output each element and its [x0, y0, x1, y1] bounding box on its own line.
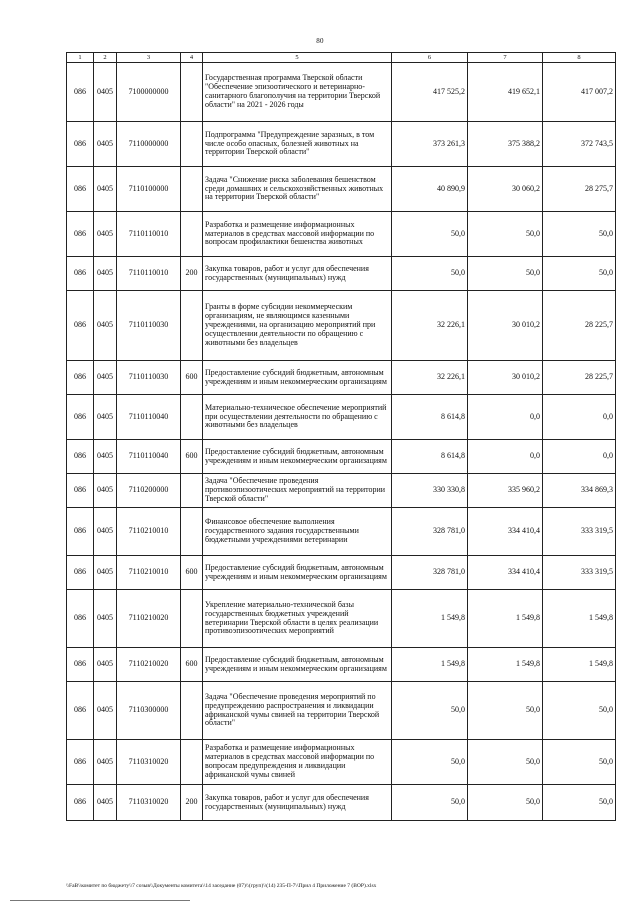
- cell-section: 0405: [94, 740, 117, 785]
- cell-y3: 334 869,3: [543, 474, 616, 508]
- cell-y2: 50,0: [468, 740, 543, 785]
- cell-ministry: 086: [67, 440, 94, 474]
- cell-y2: 30 010,2: [468, 291, 543, 361]
- cell-type: 200: [181, 257, 203, 291]
- budget-table: [66, 52, 616, 821]
- cell-y1: 330 330,8: [392, 474, 468, 508]
- cell-section: 0405: [94, 167, 117, 212]
- cell-name: Предоставление субсидий бюджетным, автономным учреждениям и иным некоммерческим организациям: [203, 648, 392, 682]
- cell-y2: 0,0: [468, 395, 543, 440]
- cell-y2: 50,0: [468, 257, 543, 291]
- cell-ministry: 086: [67, 740, 94, 785]
- cell-target: 7110110010: [117, 212, 181, 257]
- cell-section: 0405: [94, 212, 117, 257]
- cell-y3: 50,0: [543, 257, 616, 291]
- table-row: [67, 63, 616, 122]
- cell-y1: 1 549,8: [392, 648, 468, 682]
- table-row: [67, 212, 616, 257]
- cell-ministry: 086: [67, 63, 94, 122]
- cell-type: [181, 212, 203, 257]
- cell-y3: 333 319,5: [543, 556, 616, 590]
- cell-y2: 375 388,2: [468, 122, 543, 167]
- cell-ministry: 086: [67, 395, 94, 440]
- cell-y1: 1 549,8: [392, 590, 468, 648]
- cell-y2: 0,0: [468, 440, 543, 474]
- cell-ministry: 086: [67, 212, 94, 257]
- page-number: 80: [316, 37, 324, 45]
- cell-y3: 417 007,2: [543, 63, 616, 122]
- cell-y3: 50,0: [543, 212, 616, 257]
- cell-name: Государственная программа Тверской области "Обеспечение эпизоотического и ветеринарно-санитарного благополучия на территории Тверской области" на 2021 - 2026 годы: [203, 63, 392, 122]
- column-header-4: 4: [181, 53, 203, 63]
- cell-target: 7110210010: [117, 508, 181, 556]
- cell-y3: 0,0: [543, 395, 616, 440]
- cell-name: Гранты в форме субсидии некоммерческим организациям, не являющимся казенными учреждениями, на организацию мероприятий при осуществлении деятельности по обращению с животными без владельцев: [203, 291, 392, 361]
- cell-name: Разработка и размещение информационных материалов в средствах массовой информации по вопросам предупреждения и ликвидации африканской чумы свиней: [203, 740, 392, 785]
- cell-type: 600: [181, 556, 203, 590]
- table-row: [67, 440, 616, 474]
- cell-y2: 419 652,1: [468, 63, 543, 122]
- table-row: [67, 122, 616, 167]
- cell-section: 0405: [94, 785, 117, 821]
- cell-type: [181, 63, 203, 122]
- cell-name: Задача "Обеспечение проведения мероприятий по предупреждению распространения и ликвидации африканской чумы свиней на территории Тверской области": [203, 682, 392, 740]
- cell-type: 600: [181, 648, 203, 682]
- table-row: [67, 740, 616, 785]
- cell-section: 0405: [94, 474, 117, 508]
- cell-y1: 50,0: [392, 257, 468, 291]
- cell-type: [181, 682, 203, 740]
- cell-name: Закупка товаров, работ и услуг для обеспечения государственных (муниципальных) нужд: [203, 785, 392, 821]
- cell-y1: 32 226,1: [392, 361, 468, 395]
- column-header-2: 2: [94, 53, 117, 63]
- cell-target: 7110000000: [117, 122, 181, 167]
- table-row: [67, 257, 616, 291]
- cell-section: 0405: [94, 122, 117, 167]
- cell-type: [181, 395, 203, 440]
- table-row: [67, 361, 616, 395]
- table-row: [67, 648, 616, 682]
- cell-section: 0405: [94, 291, 117, 361]
- cell-y1: 8 614,8: [392, 395, 468, 440]
- cell-type: [181, 740, 203, 785]
- cell-target: 7110310020: [117, 785, 181, 821]
- cell-y1: 32 226,1: [392, 291, 468, 361]
- cell-y1: 328 781,0: [392, 556, 468, 590]
- cell-ministry: 086: [67, 257, 94, 291]
- column-header-5: 5: [203, 53, 392, 63]
- cell-type: [181, 167, 203, 212]
- cell-name: Подпрограмма "Предупреждение заразных, в том числе особо опасных, болезней животных на территории Тверской области": [203, 122, 392, 167]
- cell-target: 7110100000: [117, 167, 181, 212]
- cell-section: 0405: [94, 257, 117, 291]
- cell-ministry: 086: [67, 122, 94, 167]
- cell-name: Закупка товаров, работ и услуг для обеспечения государственных (муниципальных) нужд: [203, 257, 392, 291]
- cell-y2: 334 410,4: [468, 508, 543, 556]
- cell-y3: 1 549,8: [543, 648, 616, 682]
- cell-name: Укрепление материально-технической базы государственных бюджетных учреждений ветеринарии Тверской области в целях реализации противоэпизоотических мероприятий: [203, 590, 392, 648]
- cell-y1: 50,0: [392, 212, 468, 257]
- cell-y3: 28 225,7: [543, 361, 616, 395]
- cell-target: 7110110030: [117, 361, 181, 395]
- cell-ministry: 086: [67, 167, 94, 212]
- cell-section: 0405: [94, 648, 117, 682]
- table-row: [67, 167, 616, 212]
- cell-target: 7100000000: [117, 63, 181, 122]
- cell-name: Предоставление субсидий бюджетным, автономным учреждениям и иным некоммерческим организациям: [203, 440, 392, 474]
- cell-type: [181, 474, 203, 508]
- cell-y3: 1 549,8: [543, 590, 616, 648]
- cell-y3: 28 225,7: [543, 291, 616, 361]
- cell-y2: 335 960,2: [468, 474, 543, 508]
- cell-type: 600: [181, 440, 203, 474]
- cell-y2: 334 410,4: [468, 556, 543, 590]
- footer-rule: [10, 900, 190, 901]
- column-header-7: 7: [468, 53, 543, 63]
- cell-name: Предоставление субсидий бюджетным, автономным учреждениям и иным некоммерческим организациям: [203, 556, 392, 590]
- cell-type: [181, 508, 203, 556]
- cell-section: 0405: [94, 682, 117, 740]
- header-row: [67, 53, 616, 63]
- cell-y2: 30 060,2: [468, 167, 543, 212]
- file-path-footer: \\FaB\\комитет по бюджету\\7 созыв\\Документы комитета\\14 заседание (07)\\(груп)\\(14) 235-П-7\\Прил 4 Приложение 7 (ВОР).xlsx: [66, 883, 377, 889]
- cell-y1: 373 261,3: [392, 122, 468, 167]
- cell-section: 0405: [94, 508, 117, 556]
- cell-ministry: 086: [67, 785, 94, 821]
- cell-target: 7110210010: [117, 556, 181, 590]
- cell-section: 0405: [94, 556, 117, 590]
- column-header-6: 6: [392, 53, 468, 63]
- cell-target: 7110110010: [117, 257, 181, 291]
- cell-y1: 50,0: [392, 682, 468, 740]
- cell-name: Задача "Обеспечение проведения противоэпизоотических мероприятий на территории Тверской области": [203, 474, 392, 508]
- table-body: [67, 63, 616, 821]
- table-row: [67, 556, 616, 590]
- cell-y3: 50,0: [543, 740, 616, 785]
- cell-type: [181, 122, 203, 167]
- cell-type: 600: [181, 361, 203, 395]
- cell-name: Задача "Снижение риска заболевания бешенством среди домашних и сельскохозяйственных животных на территории Тверской области": [203, 167, 392, 212]
- cell-y1: 8 614,8: [392, 440, 468, 474]
- cell-ministry: 086: [67, 590, 94, 648]
- cell-target: 7110210020: [117, 590, 181, 648]
- cell-section: 0405: [94, 63, 117, 122]
- cell-y1: 417 525,2: [392, 63, 468, 122]
- cell-y2: 50,0: [468, 682, 543, 740]
- cell-y2: 1 549,8: [468, 648, 543, 682]
- cell-name: Разработка и размещение информационных материалов в средствах массовой информации по вопросам профилактики бешенства животных: [203, 212, 392, 257]
- cell-ministry: 086: [67, 556, 94, 590]
- table-row: [67, 785, 616, 821]
- cell-target: 7110210020: [117, 648, 181, 682]
- cell-section: 0405: [94, 440, 117, 474]
- cell-y1: 40 890,9: [392, 167, 468, 212]
- cell-y3: 372 743,5: [543, 122, 616, 167]
- cell-y3: 50,0: [543, 785, 616, 821]
- cell-type: [181, 590, 203, 648]
- column-header-1: 1: [67, 53, 94, 63]
- table-row: [67, 395, 616, 440]
- cell-target: 7110110040: [117, 440, 181, 474]
- cell-ministry: 086: [67, 648, 94, 682]
- cell-type: 200: [181, 785, 203, 821]
- cell-name: Финансовое обеспечение выполнения государственного задания государственными бюджетными учреждениями ветеринарии: [203, 508, 392, 556]
- cell-target: 7110310020: [117, 740, 181, 785]
- cell-target: 7110300000: [117, 682, 181, 740]
- cell-ministry: 086: [67, 361, 94, 395]
- table-row: [67, 291, 616, 361]
- cell-y2: 50,0: [468, 212, 543, 257]
- cell-y1: 50,0: [392, 740, 468, 785]
- cell-y2: 30 010,2: [468, 361, 543, 395]
- table-row: [67, 590, 616, 648]
- cell-target: 7110200000: [117, 474, 181, 508]
- cell-y3: 50,0: [543, 682, 616, 740]
- table-row: [67, 508, 616, 556]
- cell-section: 0405: [94, 590, 117, 648]
- cell-y1: 328 781,0: [392, 508, 468, 556]
- cell-ministry: 086: [67, 682, 94, 740]
- cell-section: 0405: [94, 361, 117, 395]
- cell-y2: 50,0: [468, 785, 543, 821]
- cell-ministry: 086: [67, 474, 94, 508]
- table-row: [67, 682, 616, 740]
- cell-ministry: 086: [67, 508, 94, 556]
- cell-target: 7110110040: [117, 395, 181, 440]
- cell-y3: 333 319,5: [543, 508, 616, 556]
- cell-target: 7110110030: [117, 291, 181, 361]
- cell-y1: 50,0: [392, 785, 468, 821]
- cell-section: 0405: [94, 395, 117, 440]
- cell-y3: 28 275,7: [543, 167, 616, 212]
- cell-type: [181, 291, 203, 361]
- cell-ministry: 086: [67, 291, 94, 361]
- table-row: [67, 474, 616, 508]
- cell-y2: 1 549,8: [468, 590, 543, 648]
- column-header-3: 3: [117, 53, 181, 63]
- column-header-8: 8: [543, 53, 616, 63]
- cell-y3: 0,0: [543, 440, 616, 474]
- cell-name: Предоставление субсидий бюджетным, автономным учреждениям и иным некоммерческим организациям: [203, 361, 392, 395]
- cell-name: Материально-техническое обеспечение мероприятий при осуществлении деятельности по обращению с животными без владельцев: [203, 395, 392, 440]
